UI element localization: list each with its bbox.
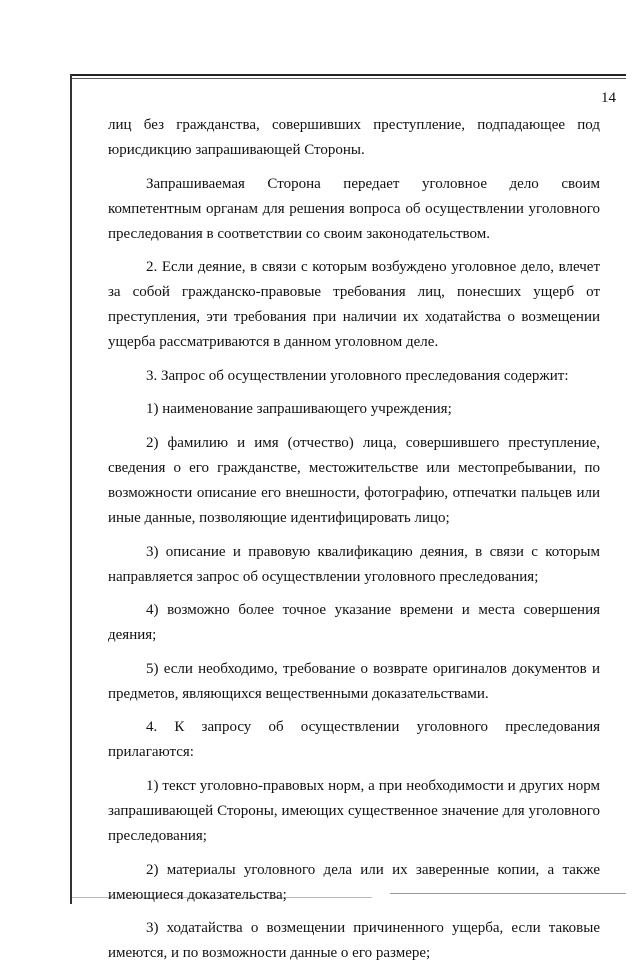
paragraph: 3. Запрос об осуществлении уголовного преследования содержит:	[146, 367, 569, 384]
paragraph: лиц без гражданства, совершивших преступление, подпадающее под юрисдикцию запрашивающей Стороны.	[108, 117, 600, 158]
paragraph: 2) материалы уголовного дела или их заверенные копии, а также имеющиеся доказательства;	[108, 861, 600, 903]
page-number: 14	[601, 90, 616, 106]
paragraph: Запрашиваемая Сторона передает уголовное дело своим компетентным органам для решения вопроса об осуществлении уголовного преследования в соответствии со своим законодательством.	[108, 175, 600, 242]
paragraph: 4) возможно более точное указание времени и места совершения деяния;	[108, 602, 600, 644]
paragraph: 3) описание и правовую квалификацию деяния, в связи с которым направляется запрос об осуществлении уголовного преследования;	[108, 543, 600, 585]
paragraph: 5) если необходимо, требование о возврате оригиналов документов и предметов, являющихся вещественными доказательствами.	[108, 660, 600, 702]
paragraph: 1) наименование запрашивающего учреждения;	[146, 401, 452, 418]
paragraph: 2. Если деяние, в связи с которым возбуждено уголовное дело, влечет за собой гражданско-правовые требования лиц, понесших ущерб от преступления, эти требования при наличии их ходатайства о возмещении ущерба рассматриваются в данном уголовном деле.	[108, 259, 600, 351]
top-border-line-inner	[70, 78, 626, 79]
left-border-line	[70, 74, 72, 904]
paragraph: 2) фамилию и имя (отчество) лица, совершившего преступление, сведения о его гражданстве, местожительстве или местопребывании, по возможности описание его внешности, фотографию, отпечатки пальцев или иные данные, позволяющие идентифицировать лицо;	[108, 434, 600, 526]
document-body	[108, 113, 600, 975]
paragraph: 3) ходатайства о возмещении причиненного ущерба, если таковые имеются, и по возможности данные о его размере;	[108, 920, 600, 962]
paragraph: 4. К запросу об осуществлении уголовного преследования прилагаются:	[108, 719, 600, 761]
top-border-line	[70, 74, 626, 76]
paragraph: 1) текст уголовно-правовых норм, а при необходимости и других норм запрашивающей Стороны, имеющих существенное значение для уголовного преследования;	[108, 777, 600, 844]
